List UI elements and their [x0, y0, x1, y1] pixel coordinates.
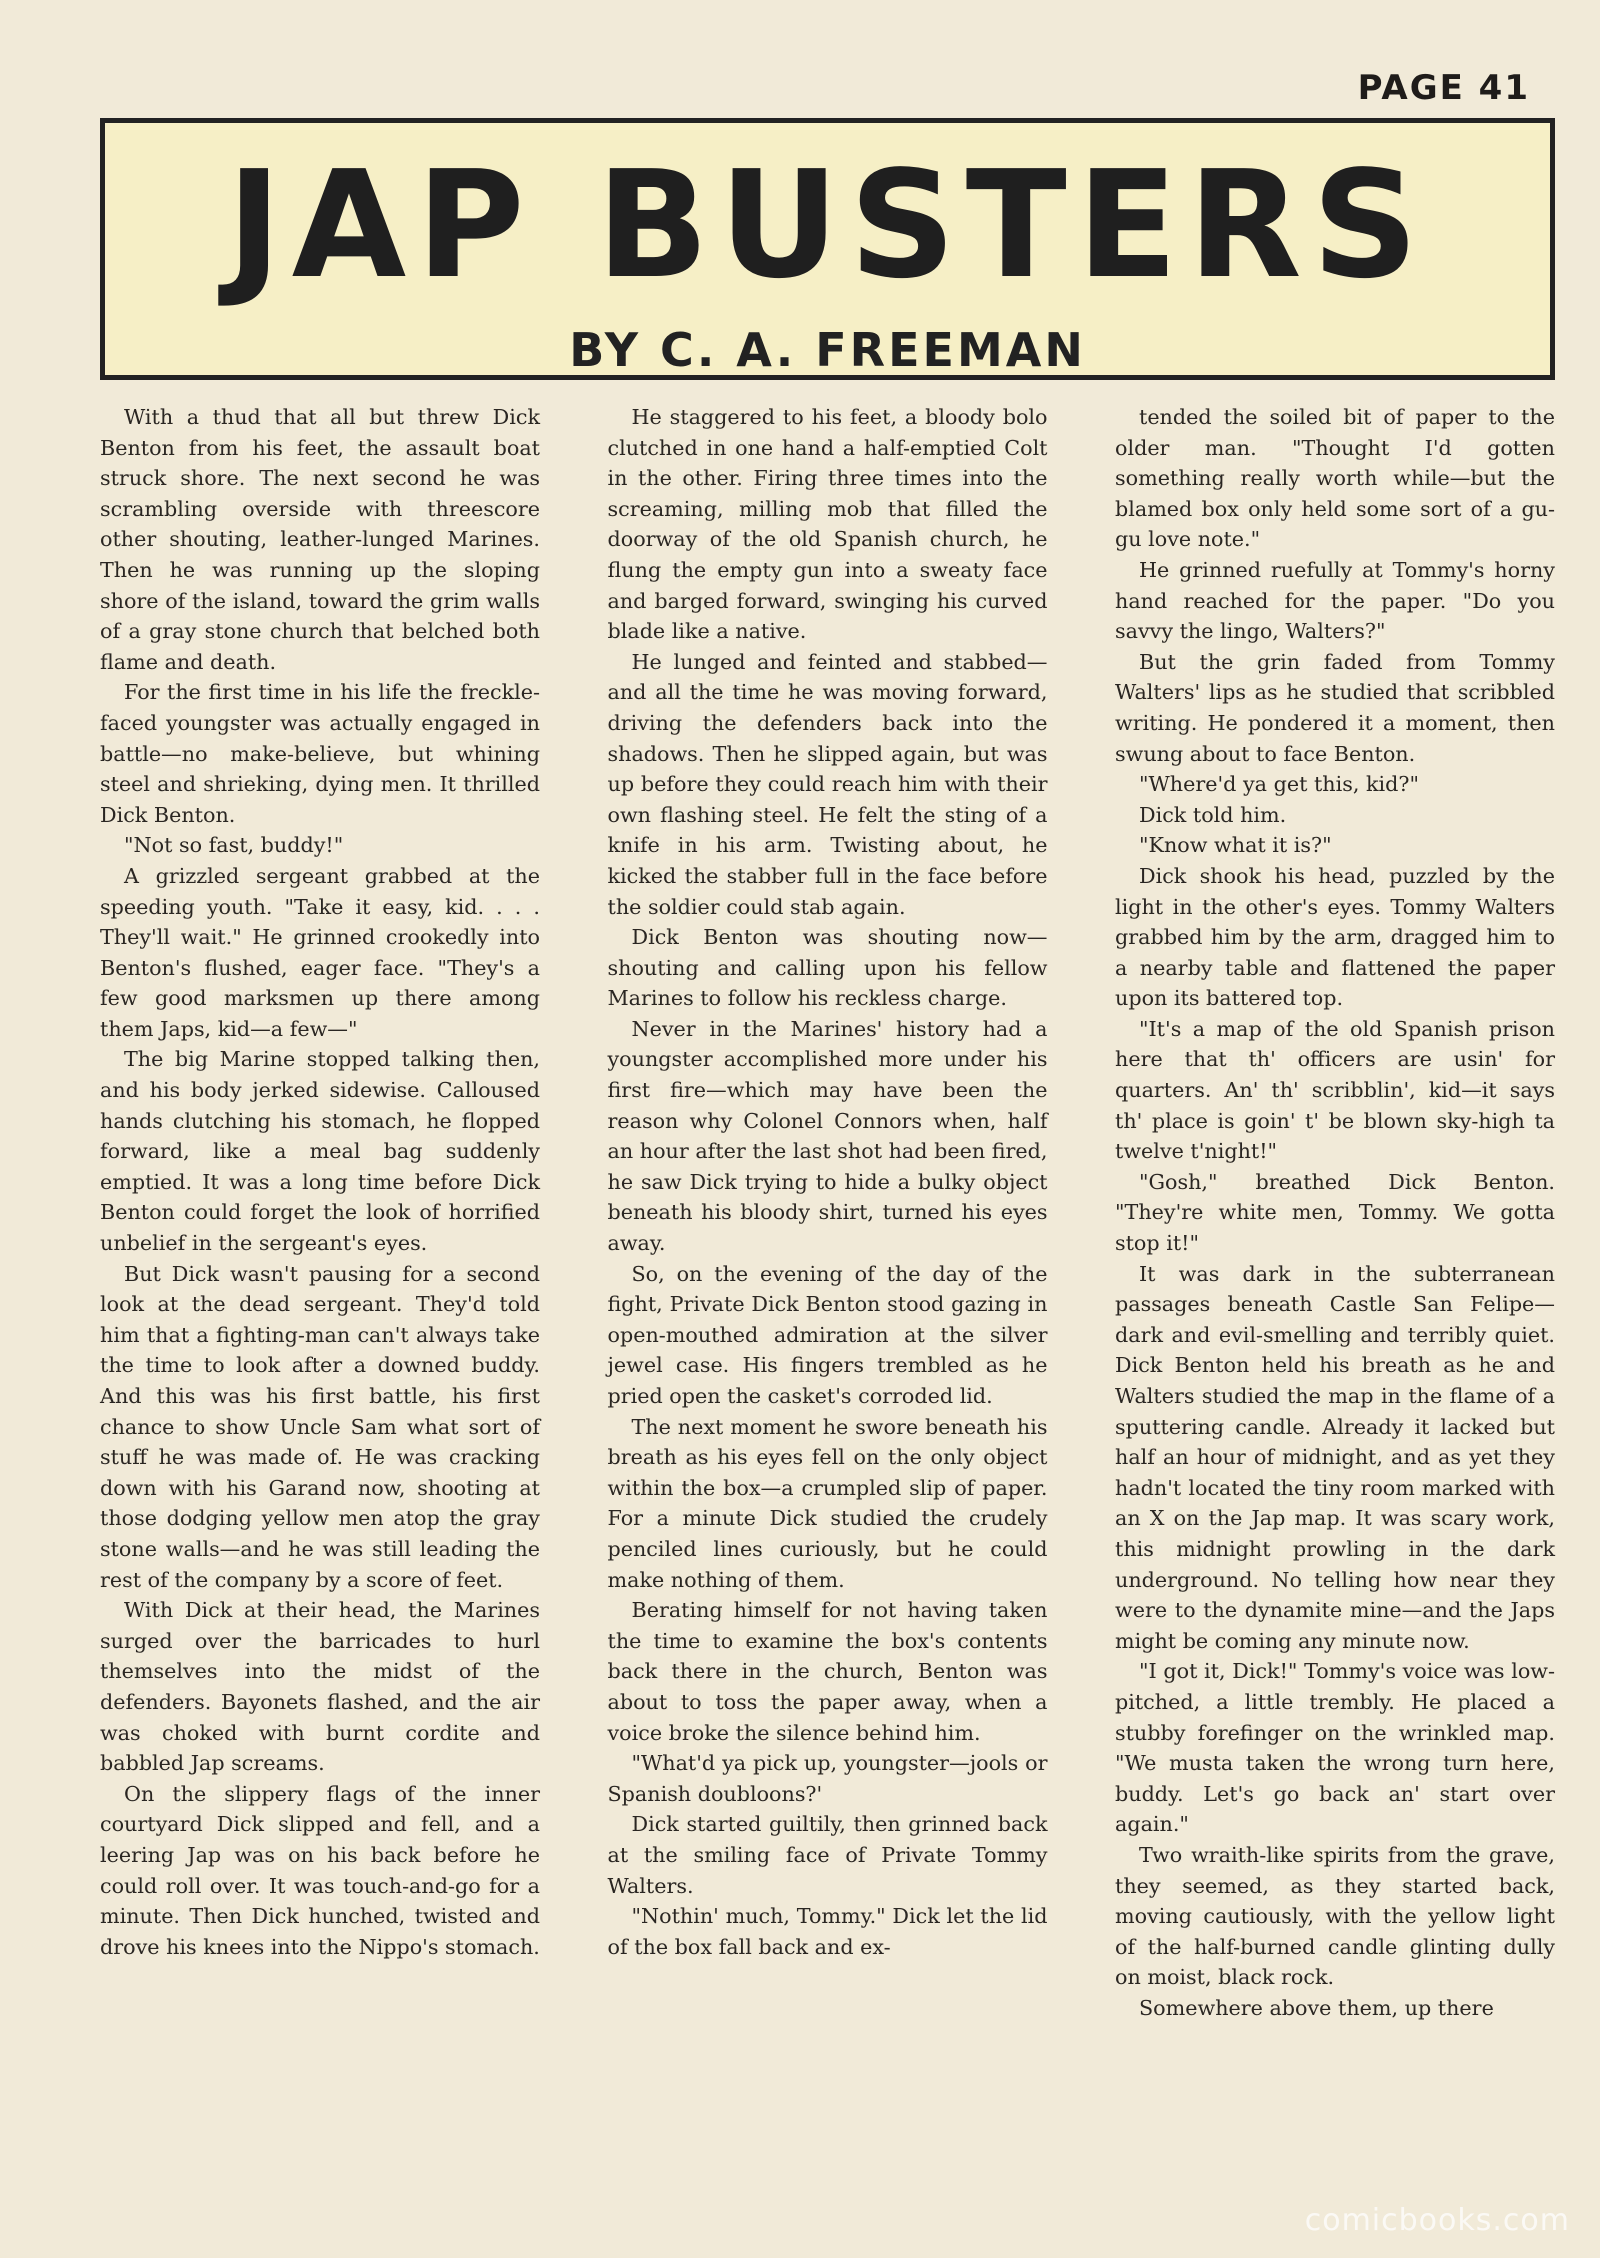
- story-title: JAP BUSTERS: [226, 139, 1429, 311]
- paragraph: Dick started guiltily, then grinned back at the smiling face of Private Tommy Walters.: [607, 1812, 1048, 1898]
- column-1: [100, 402, 540, 2192]
- paragraph: "Gosh," breathed Dick Benton. "They're white men, Tommy. We gotta stop it!": [1115, 1169, 1555, 1256]
- page-number: PAGE 41: [1357, 68, 1530, 108]
- paragraph: "Where'd ya get this, kid?": [1139, 772, 1419, 797]
- paragraph: With Dick at their head, the Marines surged over the barricades to hurl themselves into the midst of the defenders. Bayonets flashed, and the air was choked with burnt cordite and babbled Jap screams.: [100, 1598, 540, 1776]
- paragraph: He lunged and feinted and stabbed—and all the time he was moving forward, driving the defenders back into the shadows. Then he slipped again, but was up before they could reach him with their own flashing steel. He felt the sting of a knife in his arm. Twisting about, he kicked the stabber full in the face before the soldier could stab again.: [607, 649, 1048, 919]
- byline: BY C. A. FREEMAN: [569, 323, 1086, 377]
- paragraph: "Know what it is?": [1139, 833, 1332, 858]
- paragraph: Somewhere above them, up there: [1139, 1995, 1494, 2020]
- paragraph: On the slippery flags of the inner courtyard Dick slipped and fell, and a leering Jap was on his back before he could roll over. It was touch-and-go for a minute. Then Dick hunched, twisted and drove his knees into the Nippo's stomach.: [100, 1781, 540, 1959]
- watermark: comicbooks.com: [1304, 2203, 1570, 2238]
- paragraph: Dick told him.: [1139, 802, 1287, 827]
- column-2: [608, 402, 1048, 2192]
- paragraph: With a thud that all but threw Dick Benton from his feet, the assault boat struck shore. The next second he was scrambling overside with threescore other shouting, leather-lunged Marines. Then he was running up the sloping shore of the island, toward the grim walls of a gray stone church that belched both flame and death.: [100, 405, 540, 674]
- paragraph: The next moment he swore beneath his breath as his eyes fell on the only object within the box—a crumpled slip of paper. For a minute Dick studied the crudely penciled lines curiously, but he could make nothing of them.: [607, 1414, 1048, 1592]
- paragraph: A grizzled sergeant grabbed at the speeding youth. "Take it easy, kid. . . . They'll wait." He grinned crookedly into Benton's flushed, eager face. "They's a few good marksmen up there among them Japs, kid—a few—": [100, 863, 540, 1041]
- paragraph: He grinned ruefully at Tommy's horny hand reached for the paper. "Do you savvy the lingo, Walters?": [1115, 557, 1555, 644]
- paragraph: Berating himself for not having taken the time to examine the box's contents back there in the church, Benton was about to toss the paper away, when a voice broke the silence behind him.: [607, 1598, 1048, 1745]
- paragraph: But Dick wasn't pausing for a second look at the dead sergeant. They'd told him that a fighting-man can't always take the time to look after a downed buddy. And this was his first battle, his first chance to show Uncle Sam what sort of stuff he was made of. He was cracking down with his Garand now, shooting at those dodging yellow men atop the gray stone walls—and he was still leading the rest of the company by a score of feet.: [100, 1261, 540, 1592]
- paragraph: Never in the Marines' history had a youngster accomplished more under his first fire—which may have been the reason why Colonel Connors when, half an hour after the last shot had been fired, he saw Dick trying to hide a bulky object beneath his bloody shirt, turned his eyes away.: [607, 1016, 1048, 1256]
- paragraph: "Nothin' much, Tommy." Dick let the lid of the box fall back and ex-: [607, 1904, 1048, 1959]
- paragraph: Dick shook his head, puzzled by the light in the other's eyes. Tommy Walters grabbed him by the arm, dragged him to a nearby table and flattened the paper upon its battered top.: [1115, 863, 1555, 1011]
- paragraph: "It's a map of the old Spanish prison here that th' officers are usin' for quarters. An' th' scribblin', kid—it says th' place is goin' t' be blown sky-high ta twelve t'night!": [1115, 1016, 1555, 1164]
- title-box: [100, 118, 1555, 380]
- paragraph: "What'd ya pick up, youngster—jools or Spanish doubloons?': [607, 1751, 1048, 1806]
- paragraph: He staggered to his feet, a bloody bolo clutched in one hand a half-emptied Colt in the other. Firing three times into the screaming, milling mob that filled the doorway of the old Spanish church, he flung the empty gun into a sweaty face and barged forward, swinging his curved blade like a native.: [607, 405, 1048, 644]
- paragraph: "I got it, Dick!" Tommy's voice was low-pitched, a little trembly. He placed a stubby forefinger on the wrinkled map. "We musta taken the wrong turn here, buddy. Let's go back an' start over again.": [1115, 1659, 1555, 1837]
- column-3: [1115, 402, 1555, 2192]
- paragraph: The big Marine stopped talking then, and his body jerked sidewise. Calloused hands clutching his stomach, he flopped forward, like a meal bag suddenly emptied. It was a long time before Dick Benton could forget the look of horrified unbelief in the sergeant's eyes.: [100, 1047, 540, 1256]
- paragraph: So, on the evening of the day of the fight, Private Dick Benton stood gazing in open-mouthed admiration at the silver jewel case. His fingers trembled as he pried open the casket's corroded lid.: [607, 1261, 1048, 1408]
- story-columns: [100, 402, 1555, 2192]
- paragraph: tended the soiled bit of paper to the older man. "Thought I'd gotten something really worth while—but the blamed box only held some sort of a gu-gu love note.": [1115, 405, 1555, 552]
- paragraph: But the grin faded from Tommy Walters' lips as he studied that scribbled writing. He pondered it a moment, then swung about to face Benton.: [1115, 649, 1555, 766]
- paragraph: "Not so fast, buddy!": [124, 833, 344, 858]
- paragraph: It was dark in the subterranean passages beneath Castle San Felipe—dark and evil-smelling and terribly quiet. Dick Benton held his breath as he and Walters studied the map in the flame of a sputtering candle. Already it lacked but half an hour of midnight, and as yet they hadn't located the tiny room marked with an X on the Jap map. It was scary work, this midnight prowling in the dark underground. No telling how near they were to the dynamite mine—and the Japs might be coming any minute now.: [1115, 1261, 1555, 1653]
- paragraph: Two wraith-like spirits from the grave, they seemed, as they started back, moving cautiously, with the yellow light of the half-burned candle glinting dully on moist, black rock.: [1115, 1842, 1555, 1990]
- paragraph: For the first time in his life the freckle-faced youngster was actually engaged in battle—no make-believe, but whining steel and shrieking, dying men. It thrilled Dick Benton.: [100, 680, 540, 827]
- paragraph: Dick Benton was shouting now—shouting and calling upon his fellow Marines to follow his reckless charge.: [607, 925, 1048, 1011]
